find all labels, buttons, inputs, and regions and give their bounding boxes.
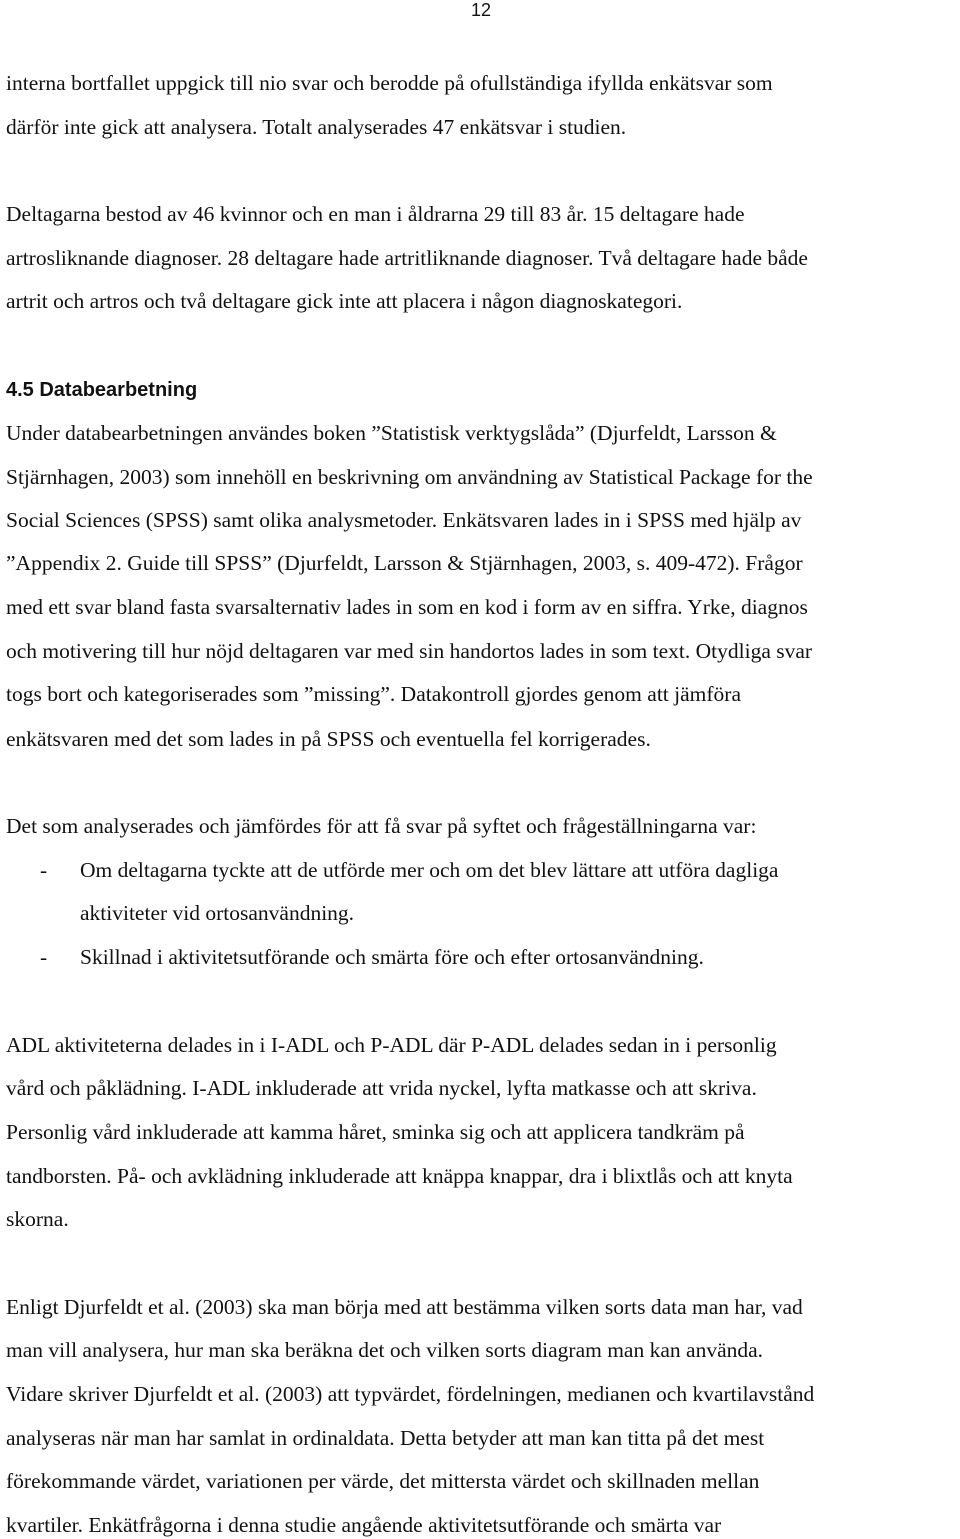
bullet-dash: - — [40, 858, 48, 882]
text-line: Under databearbetningen användes boken ”Statistisk verktygslåda” (Djurfeldt, Larsson & — [6, 421, 777, 445]
text-line: artrosliknande diagnoser. 28 deltagare hade artritliknande diagnoser. Två deltagare hade både — [6, 246, 808, 270]
bullet-item-continuation: aktiviteter vid ortosanvändning. — [80, 901, 355, 925]
text-line: ”Appendix 2. Guide till SPSS” (Djurfeldt, Larsson & Stjärnhagen, 2003, s. 409-472). Frågor — [6, 551, 803, 575]
text-line: förekommande värdet, variationen per värde, det mittersta värdet och skillnaden mellan — [6, 1469, 760, 1493]
bullet-dash: - — [40, 945, 48, 969]
text-line: skorna. — [6, 1207, 69, 1231]
paragraph-analys-intro: Det som analyserades och jämfördes för att få svar på syftet och frågeställningarna var: — [6, 814, 757, 838]
bullet-item: Om deltagarna tyckte att de utförde mer och om det blev lättare att utföra dagliga — [80, 858, 779, 882]
text-line: och motivering till hur nöjd deltagaren var med sin handortos lades in som text. Otydliga svar — [6, 639, 813, 663]
text-line: enkätsvaren med det som lades in på SPSS och eventuella fel korrigerades. — [6, 727, 651, 751]
text-line: Social Sciences (SPSS) samt olika analysmetoder. Enkätsvaren lades in i SPSS med hjälp av — [6, 508, 802, 532]
text-line: togs bort och kategoriserades som ”missing”. Datakontroll gjordes genom att jämföra — [6, 682, 741, 706]
text-line: Enligt Djurfeldt et al. (2003) ska man börja med att bestämma vilken sorts data man har, vad — [6, 1295, 803, 1319]
text-line: analyseras när man har samlat in ordinaldata. Detta betyder att man kan titta på det mest — [6, 1426, 765, 1450]
bullet-item: Skillnad i aktivitetsutförande och smärta före och efter ortosanvändning. — [80, 945, 704, 969]
text-line: med ett svar bland fasta svarsalternativ lades in som en kod i form av en siffra. Yrke, diagnos — [6, 595, 808, 619]
text-line: Personlig vård inkluderade att kamma håret, sminka sig och att applicera tandkräm på — [6, 1120, 745, 1144]
text-line: kvartiler. Enkätfrågorna i denna studie angående aktivitetsutförande och smärta var — [6, 1513, 722, 1537]
text-line: vård och påklädning. I-ADL inkluderade att vrida nyckel, lyfta matkasse och att skriva. — [6, 1076, 757, 1100]
section-heading: 4.5 Databearbetning — [6, 379, 198, 401]
text-line: Vidare skriver Djurfeldt et al. (2003) att typvärdet, fördelningen, medianen och kvartilavstånd — [6, 1382, 815, 1406]
text-line: Stjärnhagen, 2003) som innehöll en beskrivning om användning av Statistical Package for the — [6, 465, 813, 489]
text-line: tandborsten. På- och avklädning inkluderade att knäppa knappar, dra i blixtlås och att knyta — [6, 1164, 793, 1188]
page-number: 12 — [471, 0, 492, 20]
text-line: artrit och artros och två deltagare gick inte att placera i någon diagnoskategori. — [6, 289, 683, 313]
text-line: ADL aktiviteterna delades in i I-ADL och P-ADL där P-ADL delades sedan in i personlig — [6, 1033, 777, 1057]
text-line: interna bortfallet uppgick till nio svar och berodde på ofullständiga ifyllda enkätsvar som — [6, 71, 773, 95]
text-line: man vill analysera, hur man ska beräkna det och vilken sorts diagram man kan använda. — [6, 1338, 764, 1362]
text-line: Deltagarna bestod av 46 kvinnor och en man i åldrarna 29 till 83 år. 15 deltagare hade — [6, 202, 745, 226]
text-line: därför inte gick att analysera. Totalt analyserades 47 enkätsvar i studien. — [6, 115, 627, 139]
